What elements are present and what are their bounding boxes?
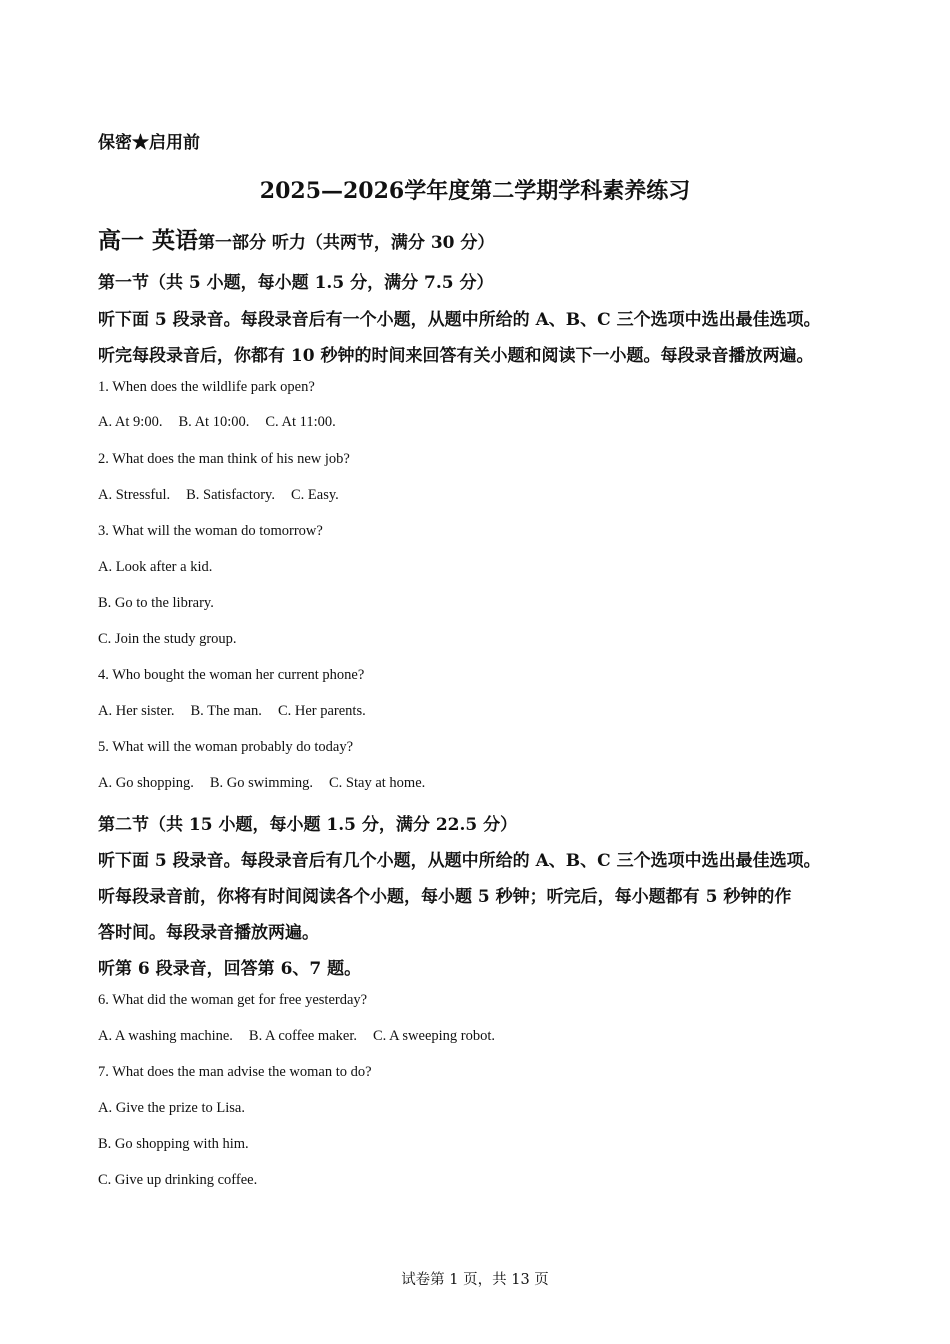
option-c: C. At 11:00. [265,414,336,430]
question-stem: 1. When does the wildlife park open? [98,379,315,395]
page-footer: 试卷第 1 页，共 13 页 [401,1272,549,1288]
option-c: C. Give up drinking coffee. [98,1172,258,1188]
option-c: C. Stay at home. [329,775,426,791]
option-a: A. Stressful. [98,487,171,503]
question-stem: 4. Who bought the woman her current phone? [98,667,365,683]
part-heading: 第一部分 听力（共两节，满分 30 分） [198,233,495,253]
question-options [98,1028,511,1045]
option-c: C. Join the study group. [98,631,237,647]
question-options [98,703,382,720]
option-c: C. Easy. [290,487,339,503]
option-a: A. Give the prize to Lisa. [98,1100,245,1116]
subject-line [98,222,494,255]
question-stem: 7. What does the man advise the woman to do? [98,1064,372,1080]
question-stem: 2. What does the man think of his new job? [98,451,350,467]
confidential-label: 保密★启用前 [98,133,200,153]
question-options [98,487,355,504]
question-stem: 6. What did the woman get for free yesterday? [98,992,368,1008]
option-c: C. A sweeping robot. [372,1028,496,1044]
section2-instruction: 答时间。每段录音播放两遍。 [98,923,319,943]
option-a: A. Go shopping. [98,775,194,791]
option-b: B. At 10:00. [178,414,250,430]
option-a: A. Her sister. [98,703,175,719]
option-a: A. A washing machine. [98,1028,233,1044]
option-b: B. The man. [190,703,262,719]
question-options [98,775,441,792]
exam-title: 2025—2026学年度第二学期学科素养练习 [259,178,691,204]
group-heading: 听第 6 段录音，回答第 6、7 题。 [98,959,362,979]
option-b: B. A coffee maker. [248,1028,357,1044]
section2-heading: 第二节（共 15 小题，每小题 1.5 分，满分 22.5 分） [98,815,518,835]
option-a: A. Look after a kid. [98,559,213,575]
option-a: A. At 9:00. [98,414,163,430]
section2-instruction: 听每段录音前，你将有时间阅读各个小题，每小题 5 秒钟；听完后，每小题都有 5 秒钟的作 [98,887,792,907]
question-options [98,414,352,431]
section1-heading: 第一节（共 5 小题，每小题 1.5 分，满分 7.5 分） [98,273,494,293]
option-b: B. Satisfactory. [186,487,275,503]
option-b: B. Go to the library. [98,595,214,611]
question-stem: 5. What will the woman probably do today? [98,739,354,755]
question-stem: 3. What will the woman do tomorrow? [98,523,323,539]
option-b: B. Go shopping with him. [98,1136,249,1152]
option-c: C. Her parents. [277,703,366,719]
section1-instruction: 听完每段录音后，你都有 10 秒钟的时间来回答有关小题和阅读下一小题。每段录音播放两遍。 [98,346,814,366]
section2-instruction: 听下面 5 段录音。每段录音后有几个小题，从题中所给的 A、B、C 三个选项中选出最佳选项。 [98,851,821,871]
grade-subject: 高一 英语 [98,227,199,254]
section1-instruction: 听下面 5 段录音。每段录音后有一个小题，从题中所给的 A、B、C 三个选项中选出最佳选项。 [98,310,821,330]
option-b: B. Go swimming. [209,775,313,791]
